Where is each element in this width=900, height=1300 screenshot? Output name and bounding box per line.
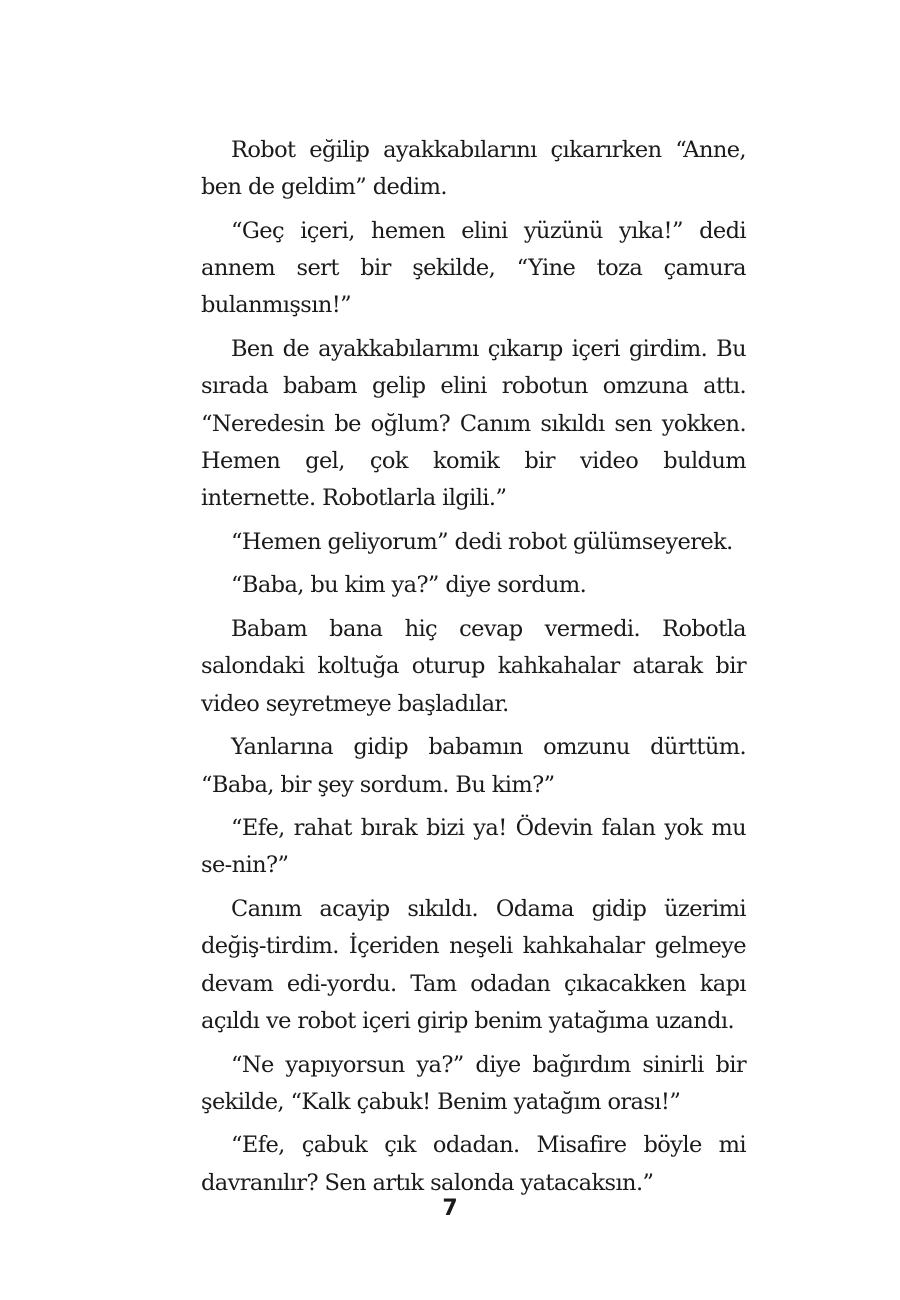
paragraph: Ben de ayakkabılarımı çıkarıp içeri girdim. Bu sırada babam gelip elini robotun omzuna attı. “Neredesin be oğlum? Canım sıkıldı sen yokken. Hemen gel, çok komik bir video buldum internette. Robotlarla ilgili.” bbox=[201, 336, 746, 512]
paragraph: “Ne yapıyorsun ya?” diye bağırdım sinirli bir şekilde, “Kalk çabuk! Benim yatağım orası!” bbox=[201, 1051, 746, 1115]
paragraph: “Efe, çabuk çık odadan. Misafire böyle mi davranılır? Sen artık salonda yatacaksın.” bbox=[201, 1132, 746, 1196]
paragraph: Yanlarına gidip babamın omzunu dürttüm. “Baba, bir şey sordum. Bu kim?” bbox=[201, 734, 746, 798]
page-number: 7 bbox=[442, 1196, 458, 1221]
paragraph: Babam bana hiç cevap vermedi. Robotla salondaki koltuğa oturup kahkahalar atarak bir video seyretmeye başladılar. bbox=[201, 616, 746, 717]
paragraph: Robot eğilip ayakkabılarını çıkarırken “Anne, ben de geldim” dedim. bbox=[201, 137, 746, 201]
paragraph: “Efe, rahat bırak bizi ya! Ödevin falan yok mu se-nin?” bbox=[201, 815, 746, 879]
paragraph: Canım acayip sıkıldı. Odama gidip üzerimi değiş-tirdim. İçeriden neşeli kahkahalar gelmeye devam edi-yordu. Tam odadan çıkacakken kapı açıldı ve robot içeri girip benim yatağıma uzandı. bbox=[201, 896, 746, 1034]
page-body-text bbox=[201, 132, 746, 1208]
paragraph: “Baba, bu kim ya?” diye sordum. bbox=[231, 572, 587, 599]
paragraph: “Geç içeri, hemen elini yüzünü yıka!” dedi annem sert bir şekilde, “Yine toza çamura bulanmışsın!” bbox=[201, 217, 746, 319]
paragraph: “Hemen geliyorum” dedi robot gülümseyerek. bbox=[231, 528, 733, 555]
